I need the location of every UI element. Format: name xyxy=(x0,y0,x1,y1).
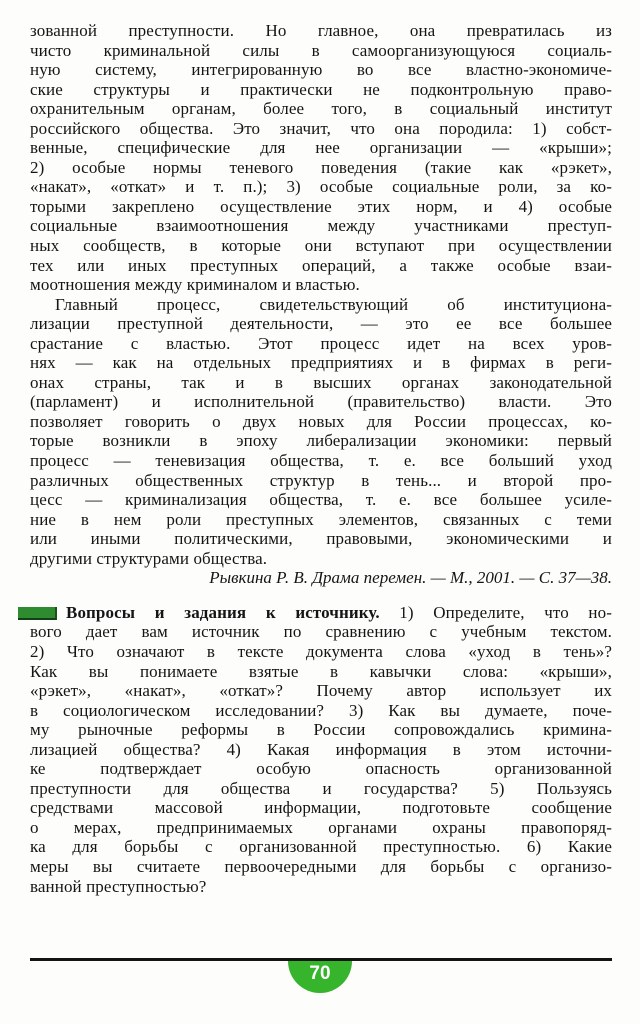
text-line: срастание с властью. Этот процесс идет на всех уров- xyxy=(30,333,612,353)
text-line: му рыночные реформы в России сопровождались кримина- xyxy=(30,720,612,740)
text-line: «рэкет», «накат», «откат»? Почему автор использует их xyxy=(30,681,612,701)
text-line: цесс — криминализация общества, т. е. все большее усиле- xyxy=(30,490,612,510)
text-line: российского общества. Это значит, что она породила: 1) собст- xyxy=(30,118,612,138)
text-line: нях — как на отдельных предприятиях и в фирмах в реги- xyxy=(30,353,612,373)
page-number: 70 xyxy=(309,963,331,984)
text-line: ке подтверждает особую опасность организованной xyxy=(30,759,612,779)
text-line: онах страны, так и в высших органах законодательной xyxy=(30,372,612,392)
text-line: меры вы считаете первоочередными для борьбы с организо- xyxy=(30,856,612,876)
text-line: ние в нем роли преступных элементов, связанных с теми xyxy=(30,509,612,529)
text-line: 2) Что означают в тексте документа слова «уход в тень»? xyxy=(30,641,612,661)
text-line: «накат», «откат» и т. п.); 3) особые социальные роли, за ко- xyxy=(30,177,612,197)
text-line: Как вы понимаете взятые в кавычки слова: «крыши», xyxy=(30,661,612,681)
text-line: ка для борьбы с организованной преступностью. 6) Какие xyxy=(30,837,612,857)
text-line: ские структуры и практически не подконтрольную право- xyxy=(30,79,612,99)
source-paragraph-2 xyxy=(30,295,612,569)
text-line: различных общественных структур в тень... и второй про- xyxy=(30,470,612,490)
text-line: средствами массовой информации, подготовьте сообщение xyxy=(30,798,612,818)
text-line: или иными политическими, правовыми, экономическими и xyxy=(30,529,612,549)
text-line: моотношения между криминалом и властью. xyxy=(30,275,360,295)
text-line: социальные взаимоотношения между участниками преступ- xyxy=(30,216,612,236)
text-line: ванной преступностью? xyxy=(30,876,207,896)
text-line: в социологическом исследовании? 3) Как вы думаете, поче- xyxy=(30,700,612,720)
section-marker-icon xyxy=(18,607,57,620)
text-line: ную систему, интегрированную во все властно-экономиче- xyxy=(30,60,612,80)
source-paragraph-1 xyxy=(30,21,612,295)
text-line: зованной преступности. Но главное, она превратилась из xyxy=(30,21,612,40)
questions-heading: Вопросы и задания к источнику. xyxy=(66,602,380,622)
text-line: торыми закреплено осуществление этих норм, и 4) особые xyxy=(30,196,612,216)
questions-block xyxy=(30,603,612,896)
page-content xyxy=(30,21,612,896)
text-line: охранительным органам, более того, в социальный институт xyxy=(30,99,612,119)
text-line: другими структурами общества. xyxy=(30,548,268,568)
text-line: чисто криминальной силы в самоорганизующуюся социаль- xyxy=(30,40,612,60)
text-line: 2) особые нормы теневого поведения (такие как «рэкет», xyxy=(30,157,612,177)
text-line: лизации преступной деятельности, — это ее все большее xyxy=(30,314,612,334)
text-line: позволяет говорить о двух новых для России процессах, ко- xyxy=(30,411,612,431)
text-line: венные, специфические для нее организации — «крыши»; xyxy=(30,138,612,158)
text-line: Главный процесс, свидетельствующий об институциона- xyxy=(55,294,612,314)
text-line: (парламент) и исполнительной (правительство) власти. Это xyxy=(30,392,612,412)
text-line: о мерах, предпринимаемых органами охраны правопоряд- xyxy=(30,817,612,837)
questions-intro-line xyxy=(30,603,612,623)
text-line: преступности для общества и государства? 5) Пользуясь xyxy=(30,778,612,798)
text-line: ных сообществ, в которые они вступают при осуществлении xyxy=(30,236,612,256)
text-line: процесс — теневизация общества, т. е. все больший уход xyxy=(30,451,612,471)
text-line: лизацией общества? 4) Какая информация в этом источни- xyxy=(30,739,612,759)
text-line: тех или иных преступных операций, а также особые взаи- xyxy=(30,255,612,275)
text-line: вого дает вам источник по сравнению с учебным текстом. xyxy=(30,622,612,642)
page-number-badge xyxy=(288,961,352,993)
text-line: торые возникли в эпоху либерализации экономики: первый xyxy=(30,431,612,451)
questions-intro-text: 1) Определите, что но- xyxy=(379,602,612,622)
source-citation: Рывкина Р. В. Драма перемен. — М., 2001. — С. 37—38. xyxy=(209,568,612,588)
